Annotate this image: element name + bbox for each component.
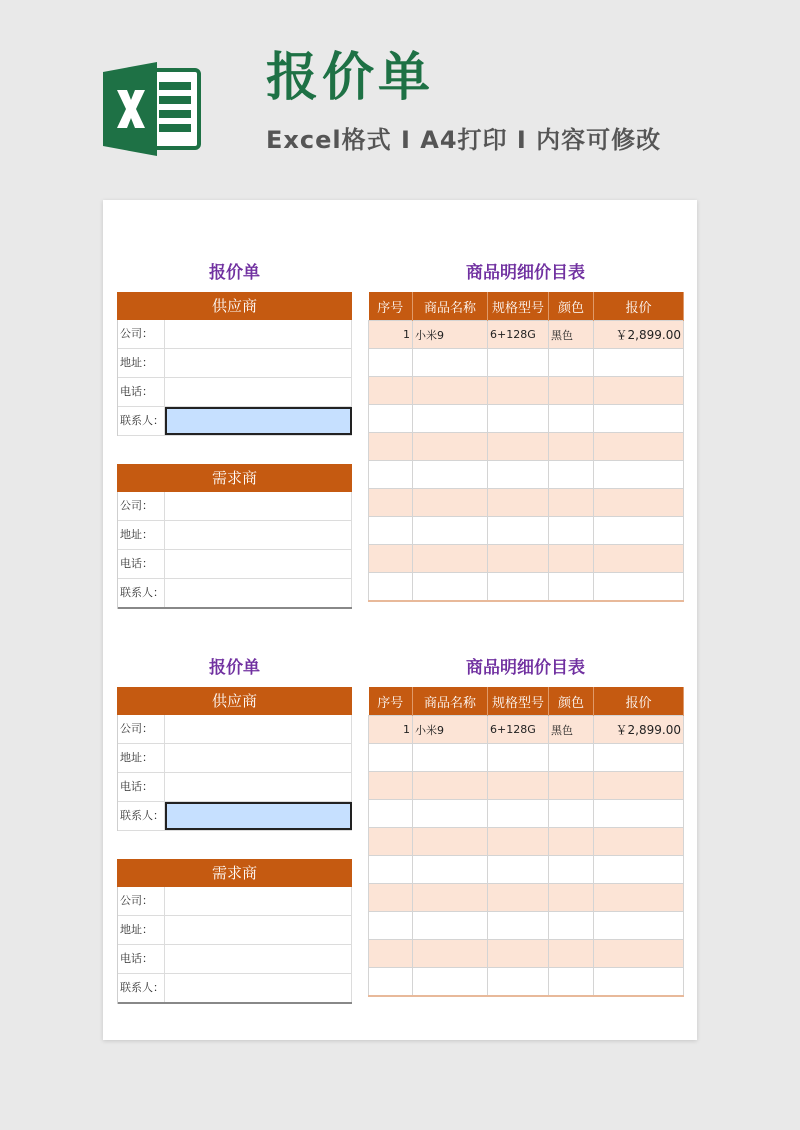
supplier-phone-row [118,773,352,802]
cell-price[interactable] [594,772,684,800]
cell-index[interactable] [369,573,413,602]
cell-product[interactable] [413,940,488,968]
supplier-phone-cell[interactable] [165,773,352,801]
field-label: 公司： [118,715,165,743]
buyer-phone-row [118,945,352,974]
field-label: 电话： [118,945,165,973]
buyer-company-row [118,887,352,916]
cell-product[interactable] [413,884,488,912]
cell-product[interactable] [413,517,488,545]
cell-color[interactable] [549,489,594,517]
cell-product[interactable] [413,573,488,602]
field-label: 公司： [118,887,165,915]
cell-price[interactable] [594,800,684,828]
buyer-phone-cell[interactable] [165,550,352,578]
cell-product[interactable] [413,377,488,405]
buyer-company-cell[interactable] [165,492,352,520]
cell-product[interactable] [413,545,488,573]
cell-product[interactable] [413,772,488,800]
cell-color[interactable] [549,461,594,489]
cell-product[interactable] [413,461,488,489]
col-header-product: 商品名称 [413,292,488,321]
cell-color[interactable] [549,377,594,405]
field-label: 电话： [118,773,165,801]
col-header-index: 序号 [369,292,413,321]
product-table-section [368,649,683,997]
field-label: 联系人： [118,802,165,830]
cell-price[interactable] [594,744,684,772]
table-row [369,433,684,461]
supplier-contact-cell-selected[interactable] [165,802,352,830]
supplier-header: 供应商 [117,687,352,715]
supplier-company-cell[interactable] [165,320,352,348]
field-label: 地址： [118,916,165,944]
table-row [369,573,684,602]
table-row [369,744,684,772]
supplier-address-row [118,744,352,773]
cell-product[interactable]: 小米9 [413,321,488,349]
page-subtitle: Excel格式 I A4打印 I 内容可修改 [266,126,662,154]
quote-block-1 [103,254,697,614]
table-row [369,349,684,377]
cell-color[interactable] [549,940,594,968]
cell-product[interactable] [413,828,488,856]
field-label: 联系人： [118,579,165,607]
cell-spec[interactable] [488,884,549,912]
cell-product[interactable] [413,968,488,997]
party-info [117,254,352,609]
col-header-index: 序号 [369,687,413,716]
cell-price[interactable] [594,856,684,884]
table-row [369,912,684,940]
cell-index[interactable] [369,856,413,884]
buyer-header: 需求商 [117,859,352,887]
cell-product[interactable] [413,800,488,828]
cell-price[interactable]: ￥2,899.00 [594,321,684,349]
cell-color[interactable] [549,405,594,433]
cell-index[interactable] [369,517,413,545]
cell-spec[interactable] [488,489,549,517]
col-header-color: 颜色 [549,687,594,716]
party-info [117,649,352,1004]
cell-spec[interactable] [488,461,549,489]
supplier-contact-row [118,802,352,831]
table-row [369,405,684,433]
table-row [369,828,684,856]
field-label: 地址： [118,349,165,377]
buyer-phone-cell[interactable] [165,945,352,973]
table-row [369,772,684,800]
cell-spec[interactable]: 6+128G [488,716,549,744]
product-table-title: 商品明细价目表 [466,263,585,283]
cell-index[interactable] [369,349,413,377]
cell-index[interactable] [369,744,413,772]
cell-product[interactable] [413,856,488,884]
field-label: 电话： [118,378,165,406]
cell-spec[interactable] [488,433,549,461]
cell-price[interactable] [594,517,684,545]
buyer-contact-cell[interactable] [165,974,352,1002]
cell-price[interactable] [594,461,684,489]
field-label: 公司： [118,320,165,348]
supplier-phone-row [118,378,352,407]
cell-spec[interactable] [488,912,549,940]
col-header-spec: 规格型号 [488,687,549,716]
cell-product[interactable] [413,349,488,377]
supplier-address-cell[interactable] [165,744,352,772]
cell-color[interactable] [549,517,594,545]
cell-index[interactable] [369,461,413,489]
cell-index[interactable] [369,489,413,517]
cell-index[interactable]: 1 [369,716,413,744]
cell-color[interactable] [549,545,594,573]
cell-price[interactable] [594,912,684,940]
cell-spec[interactable] [488,940,549,968]
cell-spec[interactable] [488,545,549,573]
buyer-company-cell[interactable] [165,887,352,915]
col-header-product: 商品名称 [413,687,488,716]
cell-spec[interactable]: 6+128G [488,321,549,349]
supplier-company-cell[interactable] [165,715,352,743]
col-header-price: 报价 [594,687,684,716]
buyer-address-row [118,916,352,945]
cell-spec[interactable] [488,377,549,405]
cell-price[interactable]: ￥2,899.00 [594,716,684,744]
supplier-address-row [118,349,352,378]
cell-color[interactable] [549,912,594,940]
buyer-address-cell[interactable] [165,521,352,549]
table-row [369,461,684,489]
cell-price[interactable] [594,884,684,912]
document-sheet [103,200,697,1040]
cell-color[interactable] [549,828,594,856]
cell-index[interactable] [369,433,413,461]
table-row [369,321,684,349]
cell-price[interactable] [594,433,684,461]
cell-price[interactable] [594,968,684,997]
supplier-header: 供应商 [117,292,352,320]
buyer-contact-row [118,579,352,609]
quote-block-2 [103,649,697,1009]
buyer-address-row [118,521,352,550]
cell-spec[interactable] [488,772,549,800]
cell-index[interactable] [369,828,413,856]
supplier-address-cell[interactable] [165,349,352,377]
cell-index[interactable] [369,545,413,573]
cell-price[interactable] [594,545,684,573]
buyer-company-row [118,492,352,521]
field-label: 地址： [118,521,165,549]
cell-product[interactable] [413,405,488,433]
cell-spec[interactable] [488,856,549,884]
cell-spec[interactable] [488,573,549,602]
cell-index[interactable]: 1 [369,321,413,349]
product-table [368,687,684,997]
table-row [369,545,684,573]
cell-color[interactable] [549,744,594,772]
cell-spec[interactable] [488,744,549,772]
supplier-phone-cell[interactable] [165,378,352,406]
cell-spec[interactable] [488,405,549,433]
cell-price[interactable] [594,828,684,856]
buyer-contact-row [118,974,352,1004]
field-label: 地址： [118,744,165,772]
buyer-address-cell[interactable] [165,916,352,944]
cell-color[interactable] [549,433,594,461]
cell-product[interactable]: 小米9 [413,716,488,744]
table-row [369,856,684,884]
buyer-contact-cell[interactable] [165,579,352,607]
cell-spec[interactable] [488,828,549,856]
table-row [369,716,684,744]
supplier-company-row [118,320,352,349]
cell-color[interactable] [549,968,594,997]
cell-product[interactable] [413,912,488,940]
product-table [368,292,684,602]
cell-index[interactable] [369,968,413,997]
cell-product[interactable] [413,489,488,517]
cell-index[interactable] [369,772,413,800]
cell-product[interactable] [413,744,488,772]
table-row [369,377,684,405]
buyer-phone-row [118,550,352,579]
buyer-header: 需求商 [117,464,352,492]
quote-title: 报价单 [209,658,260,678]
cell-index[interactable] [369,377,413,405]
cell-color[interactable]: 黑色 [549,321,594,349]
cell-spec[interactable] [488,968,549,997]
cell-color[interactable] [549,573,594,602]
cell-index[interactable] [369,912,413,940]
supplier-contact-row [118,407,352,436]
table-row [369,517,684,545]
table-row [369,489,684,517]
cell-price[interactable] [594,573,684,602]
cell-price[interactable] [594,489,684,517]
cell-color[interactable] [549,772,594,800]
cell-spec[interactable] [488,349,549,377]
cell-index[interactable] [369,884,413,912]
quote-title: 报价单 [209,263,260,283]
cell-spec[interactable] [488,800,549,828]
cell-color[interactable] [549,856,594,884]
cell-color[interactable] [549,800,594,828]
cell-price[interactable] [594,349,684,377]
cell-index[interactable] [369,405,413,433]
table-row [369,940,684,968]
cell-index[interactable] [369,800,413,828]
table-row [369,800,684,828]
supplier-company-row [118,715,352,744]
cell-color[interactable] [549,884,594,912]
table-row [369,968,684,997]
cell-color[interactable]: 黑色 [549,716,594,744]
excel-logo-icon [103,60,203,158]
table-row [369,884,684,912]
cell-price[interactable] [594,405,684,433]
col-header-spec: 规格型号 [488,292,549,321]
supplier-contact-cell-selected[interactable] [165,407,352,435]
cell-color[interactable] [549,349,594,377]
field-label: 联系人： [118,407,165,435]
cell-index[interactable] [369,940,413,968]
col-header-color: 颜色 [549,292,594,321]
page-title: 报价单 [266,48,435,108]
cell-product[interactable] [413,433,488,461]
cell-spec[interactable] [488,517,549,545]
field-label: 联系人： [118,974,165,1002]
product-table-section [368,254,683,602]
cell-price[interactable] [594,940,684,968]
product-table-title: 商品明细价目表 [466,658,585,678]
col-header-price: 报价 [594,292,684,321]
field-label: 电话： [118,550,165,578]
field-label: 公司： [118,492,165,520]
cell-price[interactable] [594,377,684,405]
